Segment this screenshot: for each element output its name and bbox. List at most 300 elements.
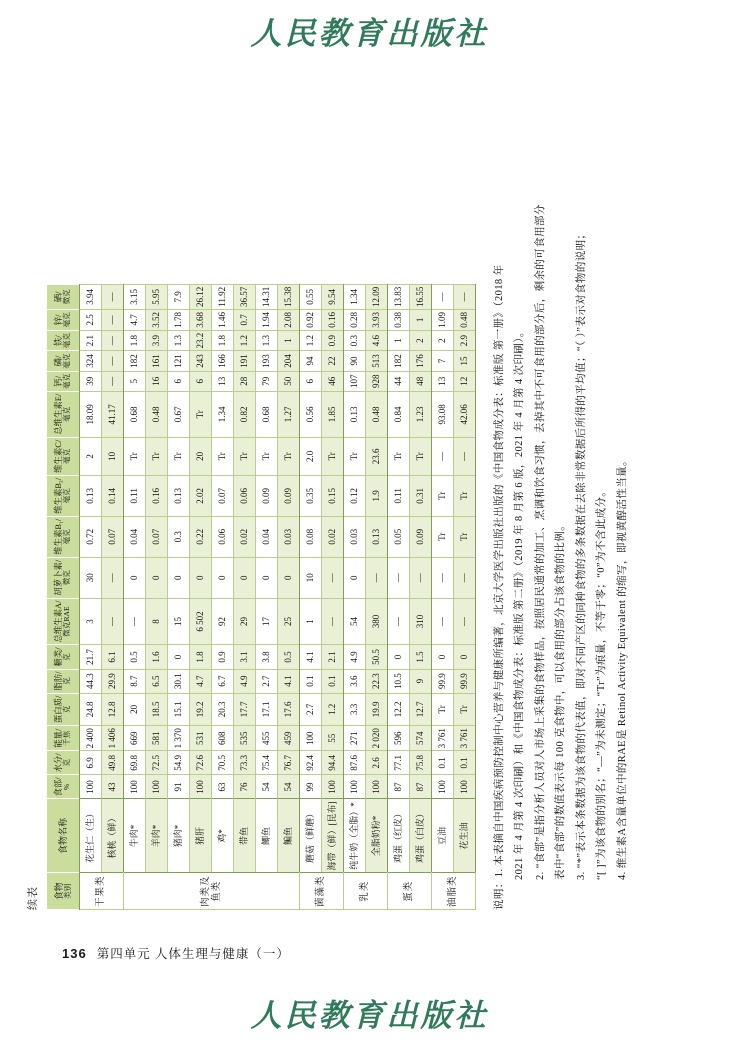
nutrient-value-cell: 75.4 (255, 751, 277, 775)
nutrient-value-cell: 4.7 (123, 309, 145, 330)
nutrient-value-cell: 0.55 (299, 284, 321, 309)
table-row (365, 284, 387, 909)
food-name-cell: 豆油 (431, 799, 453, 873)
nutrient-value-cell: 100 (431, 775, 453, 799)
nutrient-value-cell: — (321, 557, 343, 598)
nutrient-value-cell: 1.8 (189, 645, 211, 669)
nutrient-value-cell: 8.7 (123, 669, 145, 693)
nutrient-value-cell: 0.84 (387, 391, 409, 437)
nutrient-value-cell: 0.08 (299, 516, 321, 557)
nutrient-value-cell: 0 (431, 645, 453, 669)
nutrient-value-cell: 19.9 (365, 693, 387, 725)
nutrient-value-cell: 2.9 (453, 330, 475, 351)
nutrient-value-cell: 6.9 (79, 751, 101, 775)
header-water: 水分/ 克 (46, 751, 79, 775)
nutrient-value-cell: 0.02 (321, 516, 343, 557)
nutrient-value-cell: 182 (387, 351, 409, 371)
food-name-cell: 猪肉* (167, 799, 189, 873)
nutrient-value-cell: 99 (299, 775, 321, 799)
table-row (453, 284, 475, 909)
nutrient-value-cell: 48 (409, 371, 431, 391)
nutrient-value-cell: 15.38 (277, 284, 299, 309)
table-row (409, 284, 431, 909)
nutrient-value-cell: 0.07 (145, 516, 167, 557)
nutrient-value-cell: 54 (277, 775, 299, 799)
nutrient-value-cell: 20 (123, 693, 145, 725)
nutrient-value-cell: 166 (211, 351, 233, 371)
table-row (387, 284, 409, 909)
nutrient-value-cell: 0.06 (233, 475, 255, 516)
nutrient-value-cell: Tr (321, 437, 343, 475)
nutrition-table (46, 284, 476, 910)
nutrient-value-cell: 0 (145, 557, 167, 598)
nutrient-value-cell: 23.2 (189, 330, 211, 351)
nutrient-value-cell: 1.94 (255, 309, 277, 330)
nutrient-value-cell: 0.04 (255, 516, 277, 557)
nutrient-value-cell: 100 (321, 775, 343, 799)
notes-item: “[ ]”为该食物的别名；“—”为未测定；“Tr”为痕量，不等于零；“0”为不含此成分。 (595, 485, 607, 880)
nutrient-value-cell: 24.8 (79, 693, 101, 725)
nutrient-value-cell: 3.1 (233, 645, 255, 669)
nutrient-value-cell: 13 (211, 371, 233, 391)
nutrient-value-cell: 0.82 (233, 391, 255, 437)
nutrient-value-cell: Tr (387, 437, 409, 475)
nutrient-value-cell: 0.3 (167, 516, 189, 557)
nutrient-value-cell: 0.28 (343, 309, 365, 330)
nutrient-value-cell: 100 (453, 775, 475, 799)
nutrient-value-cell: 1.46 (211, 309, 233, 330)
nutrient-value-cell: 90 (343, 351, 365, 371)
nutrient-value-cell: 0.09 (277, 475, 299, 516)
nutrient-value-cell: 29 (233, 598, 255, 645)
nutrient-value-cell: 1.8 (211, 330, 233, 351)
nutrient-value-cell: 2 020 (365, 726, 387, 751)
notes-item: 3. “*”表示本条数据为该食物的代表值，即对不同产区的同种食物的多条数据在去除非常数据后所得的平均值；“（ ）”表示对食物的说明； (575, 228, 587, 880)
nutrient-value-cell: 0.5 (123, 645, 145, 669)
nutrient-value-cell: 0.12 (343, 475, 365, 516)
nutrient-value-cell: 75.8 (409, 751, 431, 775)
nutrient-value-cell: 100 (123, 775, 145, 799)
nutrient-value-cell: 0.72 (79, 516, 101, 557)
nutrient-value-cell: 1 406 (101, 726, 123, 751)
nutrient-value-cell: 191 (233, 351, 255, 371)
nutrient-value-cell: 121 (167, 351, 189, 371)
nutrient-value-cell: 1 370 (167, 726, 189, 751)
header-energy: 能量/ 千焦 (46, 726, 79, 751)
nutrient-value-cell: 50.5 (365, 645, 387, 669)
nutrient-value-cell: 0.07 (211, 475, 233, 516)
nutrient-value-cell: 3.52 (145, 309, 167, 330)
nutrient-value-cell: 100 (79, 775, 101, 799)
nutrient-value-cell: 2.7 (299, 693, 321, 725)
nutrient-value-cell: 2.7 (255, 669, 277, 693)
nutrient-value-cell: 574 (409, 726, 431, 751)
nutrient-value-cell: 26.12 (189, 284, 211, 309)
nutrient-value-cell: 182 (123, 351, 145, 371)
rotated-page-content (20, 30, 720, 910)
nutrient-value-cell: 9.54 (321, 284, 343, 309)
nutrient-value-cell: 4.9 (233, 669, 255, 693)
nutrient-value-cell: 7 (431, 351, 453, 371)
nutrient-value-cell: — (409, 557, 431, 598)
nutrient-value-cell: 54.9 (167, 751, 189, 775)
nutrient-value-cell: 0 (233, 557, 255, 598)
nutrient-value-cell: Tr (431, 475, 453, 516)
nutrient-value-cell: 55 (321, 726, 343, 751)
nutrient-value-cell: 1.09 (431, 309, 453, 330)
nutrient-value-cell: — (101, 351, 123, 371)
nutrient-value-cell: 1.34 (211, 391, 233, 437)
nutrient-value-cell: 22 (321, 351, 343, 371)
table-row (79, 284, 101, 909)
nutrient-value-cell: 0 (343, 557, 365, 598)
nutrient-value-cell: 0.56 (299, 391, 321, 437)
nutrient-value-cell: Tr (453, 475, 475, 516)
nutrient-value-cell: 193 (255, 351, 277, 371)
nutrient-value-cell: — (101, 371, 123, 391)
nutrient-value-cell: — (431, 284, 453, 309)
nutrient-value-cell: 0 (277, 557, 299, 598)
nutrient-value-cell: 6 502 (189, 598, 211, 645)
nutrient-value-cell: 17 (255, 598, 277, 645)
header-vitamin-e: 总维生素E/ 毫克 (46, 391, 79, 437)
nutrient-value-cell: 176 (409, 351, 431, 371)
nutrient-value-cell: 6.5 (145, 669, 167, 693)
nutrient-value-cell: Tr (189, 391, 211, 437)
nutrient-value-cell: 0.02 (233, 516, 255, 557)
nutrient-value-cell: 608 (211, 726, 233, 751)
nutrient-value-cell: 12.8 (101, 693, 123, 725)
nutrient-value-cell: 54 (343, 598, 365, 645)
nutrient-value-cell: 69.8 (123, 751, 145, 775)
nutrient-value-cell: 1 (299, 598, 321, 645)
nutrient-value-cell: 3 (79, 598, 101, 645)
nutrient-value-cell: 0.67 (167, 391, 189, 437)
nutrient-value-cell: 6.7 (211, 669, 233, 693)
food-name-cell: 鳊鱼 (277, 799, 299, 873)
nutrient-value-cell: — (453, 598, 475, 645)
nutrient-value-cell: 1.8 (123, 330, 145, 351)
nutrient-value-cell: 12 (453, 371, 475, 391)
nutrient-value-cell: 2 400 (79, 726, 101, 751)
food-name-cell: 核桃（鲜） (101, 799, 123, 873)
header-category: 食物 类别 (46, 873, 79, 910)
food-name-cell: 纯牛奶（全脂）* (343, 799, 365, 873)
nutrient-value-cell: 0.14 (101, 475, 123, 516)
food-name-cell: 鸡* (211, 799, 233, 873)
nutrient-value-cell: 76 (233, 775, 255, 799)
nutrient-value-cell: Tr (255, 437, 277, 475)
nutrient-value-cell: 0 (453, 645, 475, 669)
nutrient-value-cell: 0.05 (387, 516, 409, 557)
nutrient-value-cell: 310 (409, 598, 431, 645)
table-header (46, 284, 79, 909)
nutrient-value-cell: — (321, 598, 343, 645)
nutrient-value-cell: 4.1 (299, 645, 321, 669)
nutrient-value-cell: 99.9 (453, 669, 475, 693)
nutrient-value-cell: 0.09 (409, 516, 431, 557)
header-vitamin-a: 总维生素A/ 微克RAE (46, 598, 79, 645)
nutrient-value-cell: 0.1 (299, 669, 321, 693)
nutrient-value-cell: — (453, 557, 475, 598)
nutrient-value-cell: 0.1 (321, 669, 343, 693)
nutrient-value-cell: 28 (233, 371, 255, 391)
nutrient-value-cell: 0.09 (255, 475, 277, 516)
nutrient-value-cell: 0.16 (145, 475, 167, 516)
nutrient-value-cell: 459 (277, 726, 299, 751)
nutrient-value-cell: 0.92 (299, 309, 321, 330)
nutrient-value-cell: 36.57 (233, 284, 255, 309)
header-phosphorus: 磷/ 毫克 (46, 351, 79, 371)
header-carotene: 胡萝卜素/ 微克 (46, 557, 79, 598)
nutrient-value-cell: — (365, 557, 387, 598)
nutrient-value-cell: 4.9 (343, 645, 365, 669)
notes-item: 2. “食部”是指分析人员对人市场上采集的食物样品，按照居民通常的加工、烹调和饮食习惯，去掉其中不可食用的部分后，剩余的可食用部分 (534, 204, 546, 880)
nutrient-value-cell: 76.7 (277, 751, 299, 775)
publisher-watermark-bottom: 人民教育出版社 (250, 998, 489, 1033)
nutrient-value-cell: Tr (211, 437, 233, 475)
nutrient-value-cell: 99.9 (431, 669, 453, 693)
nutrient-value-cell: 10.5 (387, 669, 409, 693)
food-category-cell: 蛋类 (387, 873, 431, 910)
table-row (299, 284, 321, 909)
nutrient-value-cell: — (453, 437, 475, 475)
nutrient-value-cell: Tr (233, 437, 255, 475)
nutrient-value-cell: 87.6 (343, 751, 365, 775)
table-row (167, 284, 189, 909)
nutrient-value-cell: 100 (145, 775, 167, 799)
running-head: 第四单元 人体生理与健康（一） (96, 947, 290, 961)
nutrient-value-cell: 13 (431, 371, 453, 391)
nutrient-value-cell: 30.1 (167, 669, 189, 693)
nutrient-value-cell: 25 (277, 598, 299, 645)
nutrient-value-cell: — (101, 330, 123, 351)
header-vitamin-b1: 维生素B₁/ 毫克 (46, 516, 79, 557)
nutrient-value-cell: 0 (167, 645, 189, 669)
nutrient-value-cell: 3.3 (343, 693, 365, 725)
nutrient-value-cell: 23.6 (365, 437, 387, 475)
food-name-cell: 羊肉* (145, 799, 167, 873)
nutrient-value-cell: — (101, 598, 123, 645)
food-name-cell: 花生仁（生） (79, 799, 101, 873)
nutrient-value-cell: 0.13 (79, 475, 101, 516)
nutrient-value-cell: 531 (189, 726, 211, 751)
food-name-cell: 海带（鲜）[昆布] (321, 799, 343, 873)
food-name-cell: 鸡蛋（红皮） (387, 799, 409, 873)
nutrient-value-cell: 16.55 (409, 284, 431, 309)
nutrient-value-cell: 581 (145, 726, 167, 751)
food-name-cell: 花生油 (453, 799, 475, 873)
nutrient-value-cell: 0 (123, 557, 145, 598)
nutrient-value-cell: 0 (255, 557, 277, 598)
nutrient-value-cell: 2.0 (299, 437, 321, 475)
nutrient-value-cell: 1.78 (167, 309, 189, 330)
nutrient-value-cell: — (431, 557, 453, 598)
nutrient-value-cell: 0.35 (299, 475, 321, 516)
nutrient-value-cell: 79 (255, 371, 277, 391)
nutrient-value-cell: 0 (211, 557, 233, 598)
nutrient-value-cell: 3.9 (145, 330, 167, 351)
nutrient-value-cell: 1.3 (255, 330, 277, 351)
page-number: 136 (62, 946, 87, 961)
nutrient-value-cell: 14.31 (255, 284, 277, 309)
notes-item: 表中“食部”的数值表示每 100 克食物中，可以食用的部分占该食物的比例。 (554, 519, 566, 880)
food-name-cell: 鸡蛋（白皮） (409, 799, 431, 873)
nutrient-value-cell: 100 (343, 775, 365, 799)
nutrient-value-cell: 3 761 (431, 726, 453, 751)
nutrient-value-cell: 0.11 (123, 475, 145, 516)
notes-item: 说明：1. 本表摘自中国疾病预防控制中心营养与健康所编著，北京大学医学出版社出版的《中国食物成分表：标准版 第一册》（2018 年 (493, 264, 505, 910)
nutrient-value-cell: — (101, 309, 123, 330)
nutrient-value-cell: Tr (431, 693, 453, 725)
nutrient-value-cell: 0.31 (409, 475, 431, 516)
nutrient-value-cell: 93.08 (431, 391, 453, 437)
nutrient-value-cell: 6 (189, 371, 211, 391)
nutrient-value-cell: 8 (145, 598, 167, 645)
nutrient-value-cell: 535 (233, 726, 255, 751)
nutrient-value-cell: 100 (365, 775, 387, 799)
nutrient-value-cell: 4.1 (277, 669, 299, 693)
nutrient-value-cell: 9 (409, 669, 431, 693)
nutrient-value-cell: 17.7 (233, 693, 255, 725)
nutrient-value-cell: 42.06 (453, 391, 475, 437)
nutrient-value-cell: 11.92 (211, 284, 233, 309)
nutrient-value-cell: 41.17 (101, 391, 123, 437)
food-name-cell: 猪肝 (189, 799, 211, 873)
table-row (145, 284, 167, 909)
nutrient-value-cell: 63 (211, 775, 233, 799)
food-name-cell: 牛肉* (123, 799, 145, 873)
nutrient-value-cell: 20.3 (211, 693, 233, 725)
nutrient-value-cell: 18.5 (145, 693, 167, 725)
nutrient-value-cell: 0.07 (101, 516, 123, 557)
nutrient-value-cell: 271 (343, 726, 365, 751)
nutrient-value-cell: 100 (299, 726, 321, 751)
nutrient-value-cell: 87 (409, 775, 431, 799)
page-footer (62, 944, 290, 962)
header-carbohydrate: 糖类/ 克 (46, 645, 79, 669)
nutrient-value-cell: 3 761 (453, 726, 475, 751)
nutrient-value-cell: 0.7 (233, 309, 255, 330)
nutrient-value-cell: 0.3 (343, 330, 365, 351)
nutrient-value-cell: 0.16 (321, 309, 343, 330)
nutrient-value-cell: 0 (189, 557, 211, 598)
nutrient-value-cell: 380 (365, 598, 387, 645)
nutrient-value-cell: 2.1 (79, 330, 101, 351)
continued-table-label: 续表 (26, 886, 39, 910)
nutrient-value-cell: — (387, 557, 409, 598)
nutrient-value-cell: 669 (123, 726, 145, 751)
nutrient-value-cell: 0.13 (167, 475, 189, 516)
nutrient-value-cell: 0.13 (343, 391, 365, 437)
nutrient-value-cell: Tr (431, 516, 453, 557)
header-zinc: 锌/ 毫克 (46, 309, 79, 330)
nutrient-value-cell: 30 (79, 557, 101, 598)
nutrient-value-cell: — (431, 437, 453, 475)
nutrient-value-cell: 0.1 (431, 751, 453, 775)
nutrient-value-cell: 39 (79, 371, 101, 391)
nutrient-value-cell: 18.09 (79, 391, 101, 437)
nutrient-value-cell: 94.4 (321, 751, 343, 775)
nutrient-value-cell: — (431, 598, 453, 645)
nutrient-value-cell: 0.04 (123, 516, 145, 557)
nutrient-value-cell: 12.7 (409, 693, 431, 725)
nutrient-value-cell: 1 (277, 330, 299, 351)
nutrient-value-cell: 4.6 (365, 330, 387, 351)
nutrient-value-cell: 1.2 (233, 330, 255, 351)
nutrient-value-cell: 0.48 (453, 309, 475, 330)
nutrient-value-cell: 19.2 (189, 693, 211, 725)
nutrient-value-cell: 6.1 (101, 645, 123, 669)
nutrient-value-cell: 6 (299, 371, 321, 391)
nutrient-value-cell: 0 (387, 645, 409, 669)
nutrient-value-cell: 1 (409, 309, 431, 330)
nutrient-value-cell: Tr (123, 437, 145, 475)
nutrient-value-cell: Tr (343, 437, 365, 475)
header-fat: 脂肪/ 克 (46, 669, 79, 693)
nutrient-value-cell: 1.9 (365, 475, 387, 516)
nutrient-value-cell: 92 (211, 598, 233, 645)
nutrient-value-cell: 513 (365, 351, 387, 371)
nutrient-value-cell: 596 (387, 726, 409, 751)
nutrient-value-cell: 3.94 (79, 284, 101, 309)
nutrient-value-cell: 0.5 (277, 645, 299, 669)
food-name-cell: 带鱼 (233, 799, 255, 873)
nutrient-value-cell: — (101, 557, 123, 598)
nutrient-value-cell: 0.68 (255, 391, 277, 437)
nutrient-value-cell: 1.5 (409, 645, 431, 669)
nutrient-value-cell: — (453, 284, 475, 309)
table-notes (490, 50, 633, 910)
nutrient-value-cell: Tr (409, 437, 431, 475)
nutrient-value-cell: 92.4 (299, 751, 321, 775)
table-row (211, 284, 233, 909)
nutrient-value-cell: — (101, 284, 123, 309)
food-name-cell: 鲫鱼 (255, 799, 277, 873)
table-row (101, 284, 123, 909)
header-calcium: 钙/ 毫克 (46, 371, 79, 391)
nutrient-value-cell: 72.5 (145, 751, 167, 775)
header-food-name: 食物名称 (46, 799, 79, 873)
nutrient-value-cell: 1.2 (299, 330, 321, 351)
food-category-cell: 乳类 (343, 873, 387, 910)
notes-item: 4. 维生素A含量单位中的RAE是 Retinol Activity Equivalent 的缩写，即视黄醇活性当量。 (616, 455, 628, 880)
nutrient-value-cell: 5 (123, 371, 145, 391)
nutrient-value-cell: 21.7 (79, 645, 101, 669)
nutrient-value-cell: 70.5 (211, 751, 233, 775)
nutrient-value-cell: 10 (101, 437, 123, 475)
nutrient-value-cell: 15 (453, 351, 475, 371)
nutrient-value-cell: 6 (167, 371, 189, 391)
nutrient-value-cell: 0.48 (145, 391, 167, 437)
nutrient-value-cell: 54 (255, 775, 277, 799)
nutrient-value-cell: 2.1 (321, 645, 343, 669)
nutrient-value-cell: 1.3 (167, 330, 189, 351)
nutrient-value-cell: 0.48 (365, 391, 387, 437)
food-name-cell: 蘑菇（鲜蘑） (299, 799, 321, 873)
notes-item: 2021 年 4 月第 4 次印刷）和《中国食物成分表：标准版 第二册》（2019 年 8 月第 6 版，2021 年 4 月第 4 次印刷）。 (513, 326, 525, 880)
nutrient-value-cell: 2.5 (79, 309, 101, 330)
nutrient-value-cell: 204 (277, 351, 299, 371)
nutrient-value-cell: Tr (453, 693, 475, 725)
food-category-cell: 肉类及 鱼类 (123, 873, 299, 910)
nutrient-value-cell: 324 (79, 351, 101, 371)
nutrient-value-cell: 12.09 (365, 284, 387, 309)
nutrient-value-cell: 15.1 (167, 693, 189, 725)
header-iron: 铁/ 毫克 (46, 330, 79, 351)
table-row (255, 284, 277, 909)
nutrient-value-cell: 0.38 (387, 309, 409, 330)
